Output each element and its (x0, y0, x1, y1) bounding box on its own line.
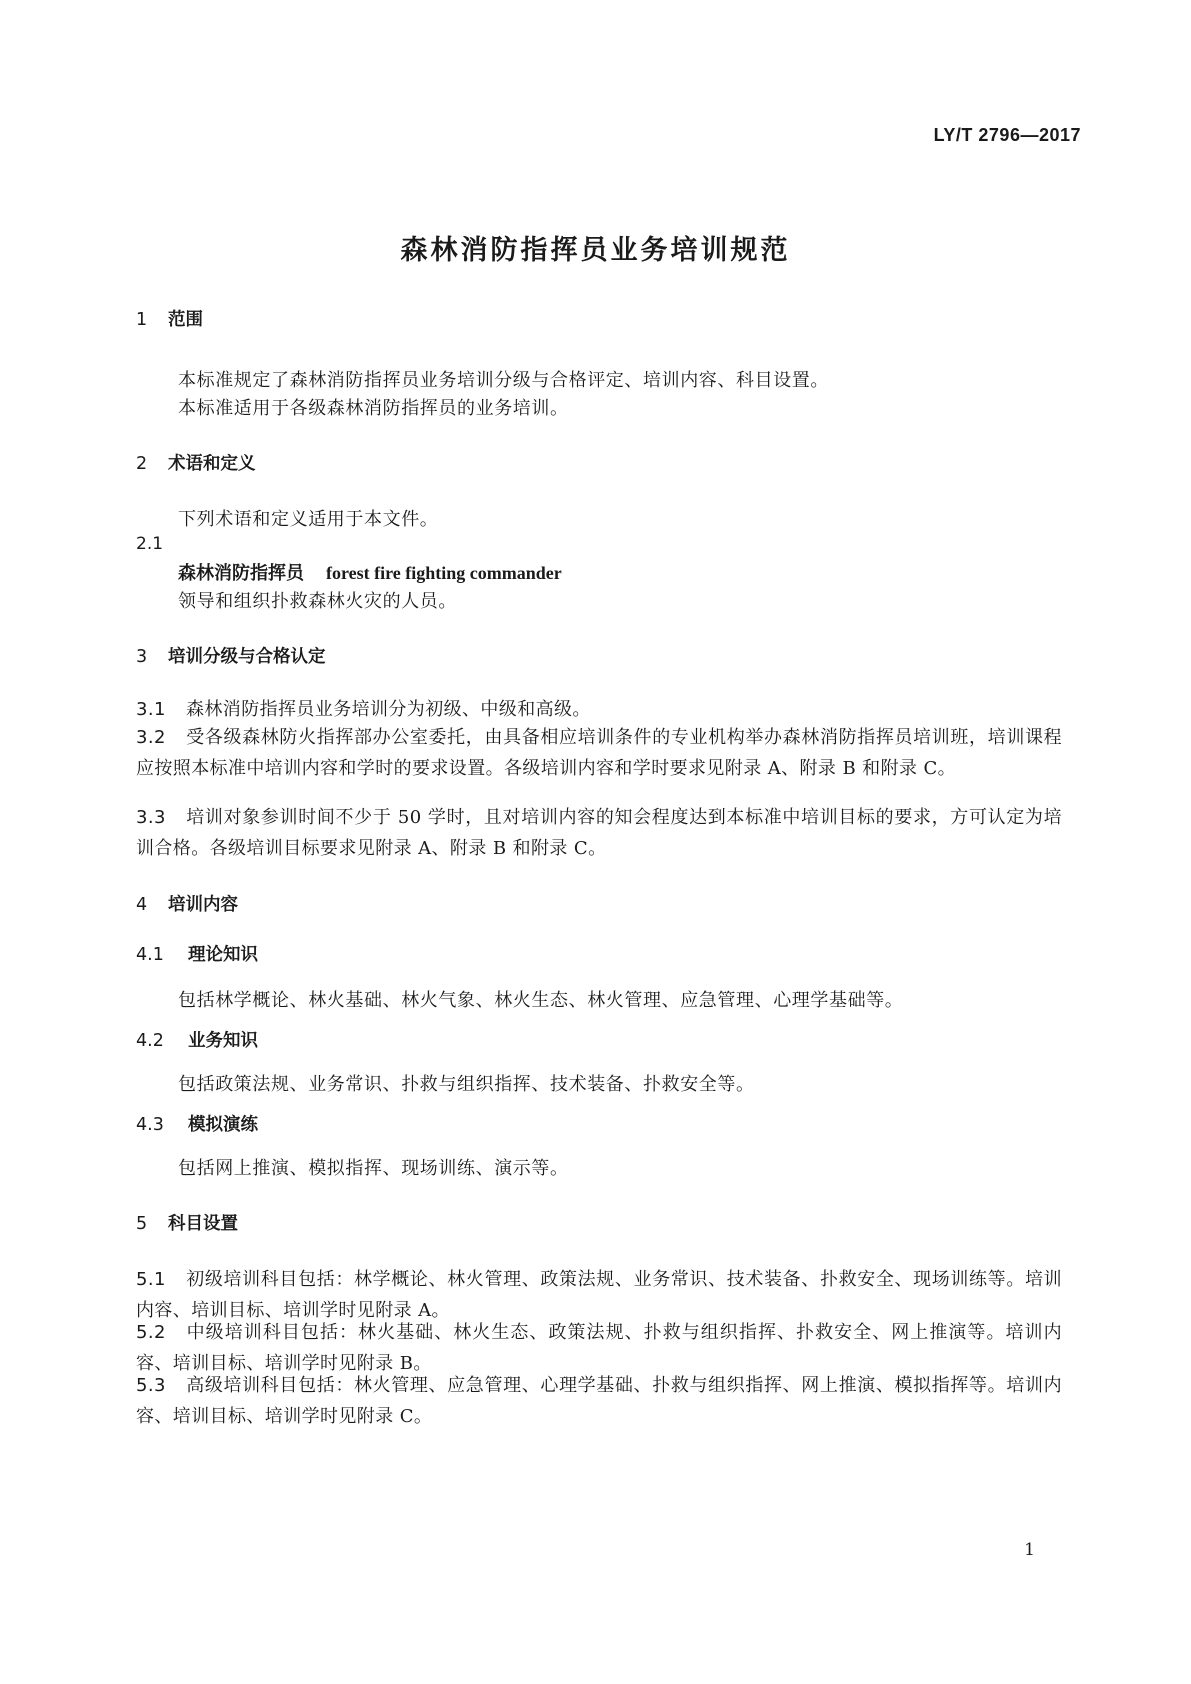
subsection-title: 业务知识 (188, 1031, 258, 1051)
scope-paragraph-1: 本标准规定了森林消防指挥员业务培训分级与合格评定、培训内容、科目设置。 (178, 370, 829, 391)
section-number: 4 (136, 895, 148, 915)
subsection-title: 理论知识 (188, 945, 258, 965)
section-number: 5 (136, 1214, 148, 1234)
clause-3-2 (136, 723, 1062, 784)
section-1-heading (136, 306, 203, 331)
clause-text: 高级培训科目包括：林火管理、应急管理、心理学基础、扑救与组织指挥、网上推演、模拟指挥等。培训内容、培训目标、培训学时见附录 C。 (136, 1375, 1062, 1427)
subsection-number: 4.2 (136, 1031, 164, 1051)
clause-text: 受各级森林防火指挥部办公室委托，由具备相应培训条件的专业机构举办森林消防指挥员培训班，培训课程应按照本标准中培训内容和学时的要求设置。各级培训内容和学时要求见附录 A、附录 B 和附录 C。 (136, 727, 1062, 779)
clause-5-2 (136, 1318, 1062, 1379)
terms-intro: 下列术语和定义适用于本文件。 (178, 509, 439, 530)
simulation-drill-text: 包括网上推演、模拟指挥、现场训练、演示等。 (178, 1158, 569, 1179)
clause-text: 中级培训科目包括：林火基础、林火生态、政策法规、扑救与组织指挥、扑救安全、网上推演等。培训内容、培训目标、培训学时见附录 B。 (136, 1322, 1062, 1374)
page-number: 1 (1024, 1540, 1035, 1560)
section-4-heading (136, 891, 238, 916)
section-3-heading (136, 643, 326, 668)
subsection-title: 模拟演练 (188, 1115, 258, 1135)
clause-number: 3.2 (136, 727, 166, 748)
clause-3-3 (136, 803, 1062, 864)
standard-code: LY/T 2796—2017 (933, 125, 1081, 145)
term-definition: 领导和组织扑救森林火灾的人员。 (178, 591, 457, 612)
clause-number: 5.2 (136, 1322, 166, 1343)
section-number: 1 (136, 310, 148, 330)
subsection-number: 4.3 (136, 1115, 164, 1135)
term-number: 2.1 (136, 534, 164, 554)
clause-3-1 (136, 695, 1062, 726)
clause-5-3 (136, 1371, 1062, 1432)
section-2-heading (136, 450, 256, 475)
clause-text: 森林消防指挥员业务培训分为初级、中级和高级。 (186, 699, 591, 720)
subsection-number: 4.1 (136, 945, 164, 965)
theory-knowledge-text: 包括林学概论、林火基础、林火气象、林火生态、林火管理、应急管理、心理学基础等。 (178, 990, 904, 1011)
section-number: 2 (136, 454, 148, 474)
clause-number: 5.1 (136, 1269, 166, 1290)
subsection-4-2-heading (136, 1027, 258, 1052)
page-title: 森林消防指挥员业务培训规范 (400, 235, 791, 266)
section-title: 术语和定义 (168, 454, 256, 474)
section-title: 科目设置 (168, 1214, 238, 1234)
subsection-4-1-heading (136, 941, 258, 966)
section-title: 范围 (168, 310, 203, 330)
section-5-heading (136, 1210, 238, 1235)
clause-number: 3.3 (136, 807, 166, 828)
section-title: 培训内容 (168, 895, 238, 915)
section-number: 3 (136, 647, 148, 667)
clause-text: 培训对象参训时间不少于 50 学时，且对培训内容的知会程度达到本标准中培训目标的要求，方可认定为培训合格。各级培训目标要求见附录 A、附录 B 和附录 C。 (136, 807, 1062, 859)
term-entry (178, 559, 562, 585)
scope-paragraph-2: 本标准适用于各级森林消防指挥员的业务培训。 (178, 398, 569, 419)
subsection-4-3-heading (136, 1111, 258, 1136)
clause-5-1 (136, 1265, 1062, 1326)
clause-text: 初级培训科目包括：林学概论、林火管理、政策法规、业务常识、技术装备、扑救安全、现场训练等。培训内容、培训目标、培训学时见附录 A。 (136, 1269, 1062, 1321)
section-title: 培训分级与合格认定 (168, 647, 326, 667)
term-chinese: 森林消防指挥员 (178, 563, 304, 584)
clause-number: 5.3 (136, 1375, 166, 1396)
clause-number: 3.1 (136, 699, 166, 720)
term-english: forest fire fighting commander (326, 563, 562, 583)
business-knowledge-text: 包括政策法规、业务常识、扑救与组织指挥、技术装备、扑救安全等。 (178, 1074, 755, 1095)
